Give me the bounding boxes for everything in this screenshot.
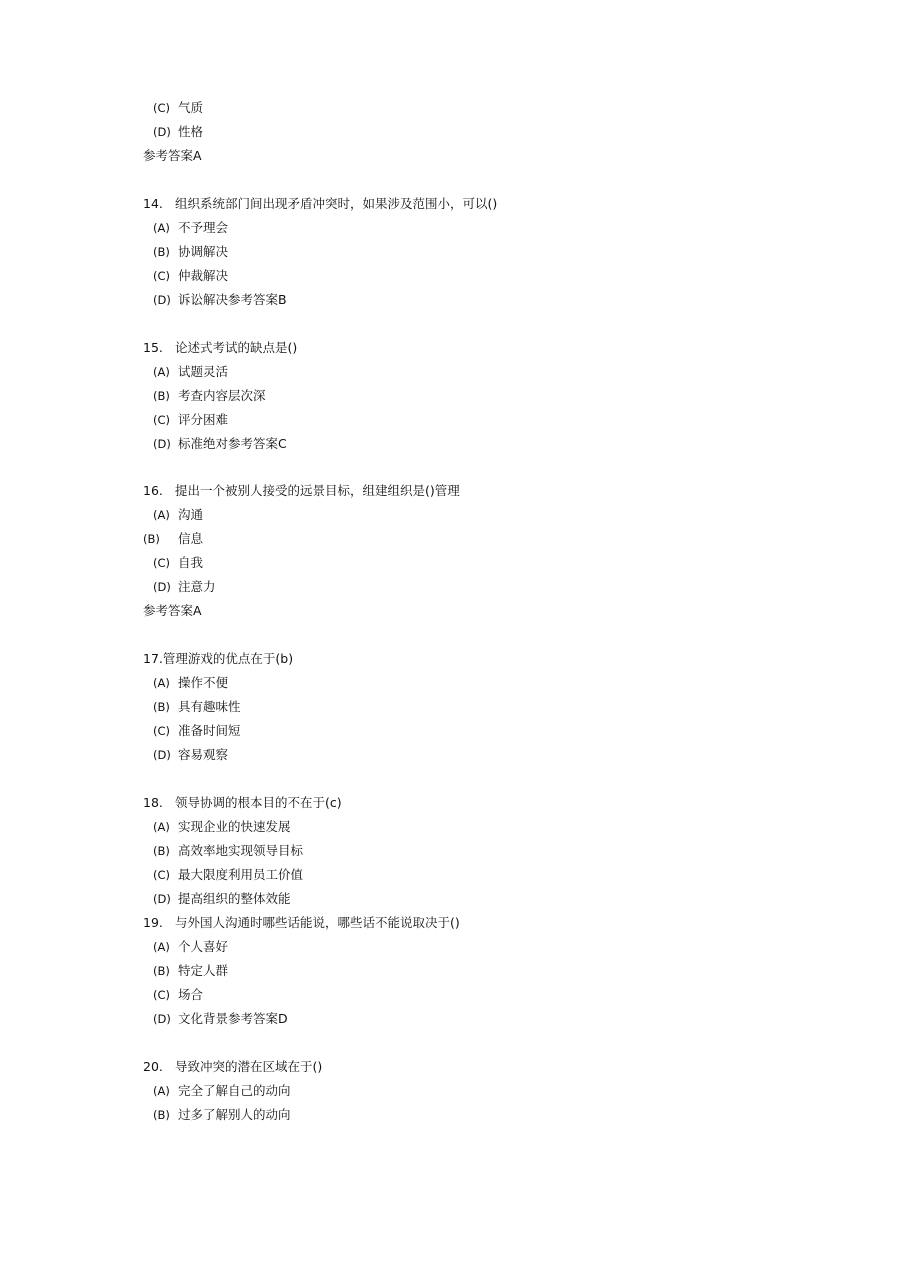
option-label: (A)	[153, 221, 170, 235]
option-label: (C)	[153, 269, 171, 283]
option-text: 不予理会	[178, 220, 229, 235]
option-label: (A)	[153, 820, 170, 834]
option-text: 考查内容层次深	[178, 388, 266, 403]
option-label: (C)	[153, 988, 171, 1002]
option-text: 操作不便	[178, 675, 229, 690]
question-number: 14.	[143, 196, 163, 211]
option-label: (D)	[153, 580, 171, 594]
option-text: 高效率地实现领导目标	[178, 843, 304, 858]
option-text: 试题灵活	[178, 364, 229, 379]
question-text: 论述式考试的缺点是()	[175, 340, 298, 355]
option-label: (C)	[153, 724, 171, 738]
option-text: 容易观察	[178, 747, 229, 762]
question-text: 与外国人沟通时哪些话能说，哪些话不能说取决于()	[175, 915, 460, 930]
answer-text: 参考答案A	[143, 148, 202, 163]
option-text: 实现企业的快速发展	[178, 819, 291, 834]
option-label: (B)	[153, 245, 170, 259]
option-text: 仲裁解决	[178, 268, 229, 283]
option-label: (D)	[153, 748, 171, 762]
option-text: 标准绝对参考答案C	[178, 436, 287, 451]
option-label: (A)	[153, 940, 170, 954]
option-label: (B)	[153, 964, 170, 978]
option-label: (C)	[153, 413, 171, 427]
option-label: (D)	[153, 293, 171, 307]
option-text: 性格	[178, 124, 204, 139]
option-label: (D)	[153, 892, 171, 906]
option-text: 注意力	[178, 579, 216, 594]
option-label: (A)	[153, 1084, 170, 1098]
option-label: (B)	[143, 532, 160, 546]
option-text: 个人喜好	[178, 939, 229, 954]
option-text: 过多了解别人的动向	[178, 1107, 291, 1122]
option-text: 评分困难	[178, 412, 229, 427]
option-text: 沟通	[178, 507, 204, 522]
option-label: (D)	[153, 437, 171, 451]
option-label: (B)	[153, 700, 170, 714]
question-number: 18.	[143, 795, 163, 810]
option-text: 信息	[178, 531, 204, 546]
option-label: (C)	[153, 556, 171, 570]
option-text: 协调解决	[178, 244, 229, 259]
option-label: (A)	[153, 365, 170, 379]
option-text: 提高组织的整体效能	[178, 891, 291, 906]
option-label: (B)	[153, 844, 170, 858]
option-text: 诉讼解决参考答案B	[178, 292, 287, 307]
option-text: 准备时间短	[178, 723, 241, 738]
question-text: 导致冲突的潜在区域在于()	[175, 1059, 323, 1074]
option-label: (A)	[153, 508, 170, 522]
option-text: 文化背景参考答案D	[178, 1011, 288, 1026]
option-label: (D)	[153, 125, 171, 139]
question-number: 16.	[143, 483, 163, 498]
question-number: 15.	[143, 340, 163, 355]
question-number: 20.	[143, 1059, 163, 1074]
question-text: 组织系统部门间出现矛盾冲突时，如果涉及范围小，可以()	[175, 196, 498, 211]
option-text: 自我	[178, 555, 204, 570]
answer-text: 参考答案A	[143, 603, 202, 618]
option-label: (D)	[153, 1012, 171, 1026]
question-text: 17.管理游戏的优点在于(b)	[143, 651, 294, 666]
option-text: 最大限度利用员工价值	[178, 867, 304, 882]
option-text: 完全了解自己的动向	[178, 1083, 291, 1098]
question-text: 领导协调的根本目的不在于(c)	[175, 795, 342, 810]
question-text: 提出一个被别人接受的远景目标，组建组织是()管理	[175, 483, 460, 498]
option-label: (C)	[153, 868, 171, 882]
option-text: 具有趣味性	[178, 699, 241, 714]
option-text: 场合	[178, 987, 204, 1002]
option-label: (B)	[153, 1108, 170, 1122]
option-label: (C)	[153, 101, 171, 115]
option-label: (A)	[153, 676, 170, 690]
option-label: (B)	[153, 389, 170, 403]
option-text: 特定人群	[178, 963, 229, 978]
question-number: 19.	[143, 915, 163, 930]
option-text: 气质	[178, 100, 204, 115]
